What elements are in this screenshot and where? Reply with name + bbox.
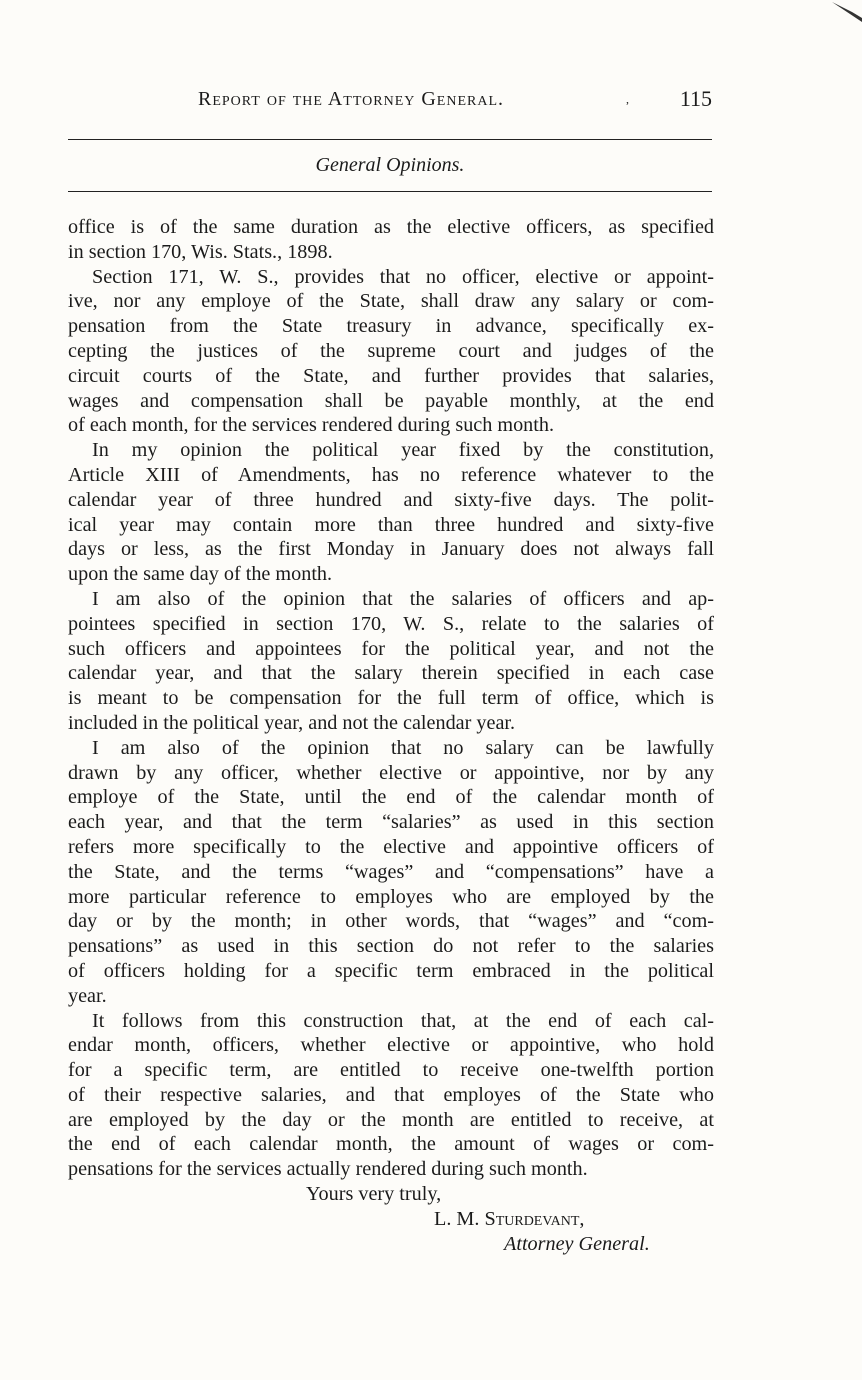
body-line: I am also of the opinion that the salaries of officers and ap- — [92, 587, 714, 610]
body-line: of their respective salaries, and that employes of the State who — [68, 1083, 714, 1106]
body-line: calendar year, and that the salary therein specified in each case — [68, 662, 714, 685]
body-line: for a specific term, are entitled to receive one-twelfth portion — [68, 1059, 714, 1082]
body-line: Section 171, W. S., provides that no officer, elective or appoint- — [92, 265, 714, 288]
signature-name-text: L. M. Sturdevant, — [434, 1207, 585, 1230]
header-separator: , — [626, 92, 629, 106]
closing-salutation: Yours very truly, — [306, 1183, 442, 1206]
body-line: pointees specified in section 170, W. S., relate to the salaries of — [68, 612, 714, 635]
body-lines — [68, 215, 714, 1182]
body-line: is meant to be compensation for the full term of office, which is — [68, 687, 714, 710]
body-line: calendar year of three hundred and sixty-five days. The polit- — [68, 488, 714, 511]
corner-pen-mark — [822, 0, 862, 24]
body-line: of each month, for the services rendered during such month. — [68, 414, 555, 437]
body-line: refers more specifically to the elective and appointive officers of — [68, 835, 714, 858]
body-line: days or less, as the first Monday in January does not always fall — [68, 538, 714, 561]
body-line: It follows from this construction that, at the end of each cal- — [92, 1009, 714, 1032]
body-line: pensation from the State treasury in advance, specifically ex- — [68, 315, 714, 338]
body-line: drawn by any officer, whether elective or appointive, nor by any — [68, 761, 714, 784]
signature-title: Attorney General. — [504, 1232, 650, 1255]
page-number: 115 — [679, 86, 712, 111]
body-line: In my opinion the political year fixed by the constitution, — [92, 439, 714, 462]
signature-name — [68, 1207, 714, 1232]
body-line: employe of the State, until the end of the calendar month of — [68, 786, 714, 809]
body-line: each year, and that the term “salaries” as used in this section — [68, 811, 714, 834]
section-title: General Opinions. — [315, 154, 465, 176]
body-line: ical year may contain more than three hundred and sixty-five — [68, 513, 714, 536]
body-line: ive, nor any employe of the State, shall draw any salary or com- — [68, 290, 714, 313]
body-line: of officers holding for a specific term embraced in the political — [68, 959, 714, 982]
body-line: such officers and appointees for the political year, and not the — [68, 637, 714, 660]
body-line: endar month, officers, whether elective or appointive, who hold — [68, 1034, 714, 1057]
body-line: upon the same day of the month. — [68, 563, 333, 586]
body-line: year. — [68, 984, 107, 1007]
body-line: pensations for the services actually rendered during such month. — [68, 1158, 588, 1181]
body-line: more particular reference to employes who are employed by the — [68, 885, 714, 908]
page-header — [68, 86, 712, 120]
body-line: office is of the same duration as the elective officers, as specified — [68, 216, 714, 238]
body-line: the end of each calendar month, the amount of wages or com- — [68, 1133, 714, 1156]
body-line: cepting the justices of the supreme court and judges of the — [68, 339, 714, 362]
body-line: circuit courts of the State, and further provides that salaries, — [68, 364, 714, 387]
header-rule-bottom — [68, 191, 712, 192]
body-line: day or by the month; in other words, that “wages” and “com- — [68, 910, 714, 933]
body-line: the State, and the terms “wages” and “compensations” have a — [68, 860, 714, 883]
body-text — [68, 215, 714, 1256]
body-line: are employed by the day or the month are entitled to receive, at — [68, 1108, 714, 1131]
body-line: pensations” as used in this section do not refer to the salaries — [68, 935, 714, 958]
body-line: in section 170, Wis. Stats., 1898. — [68, 240, 333, 263]
body-line: included in the political year, and not the calendar year. — [68, 711, 516, 734]
header-rule-top — [68, 139, 712, 140]
body-line: wages and compensation shall be payable monthly, at the end — [68, 389, 714, 412]
body-line: Article XIII of Amendments, has no reference whatever to the — [68, 463, 714, 486]
running-title: Report of the Attorney General. — [198, 88, 505, 110]
body-line: I am also of the opinion that no salary can be lawfully — [92, 736, 714, 759]
